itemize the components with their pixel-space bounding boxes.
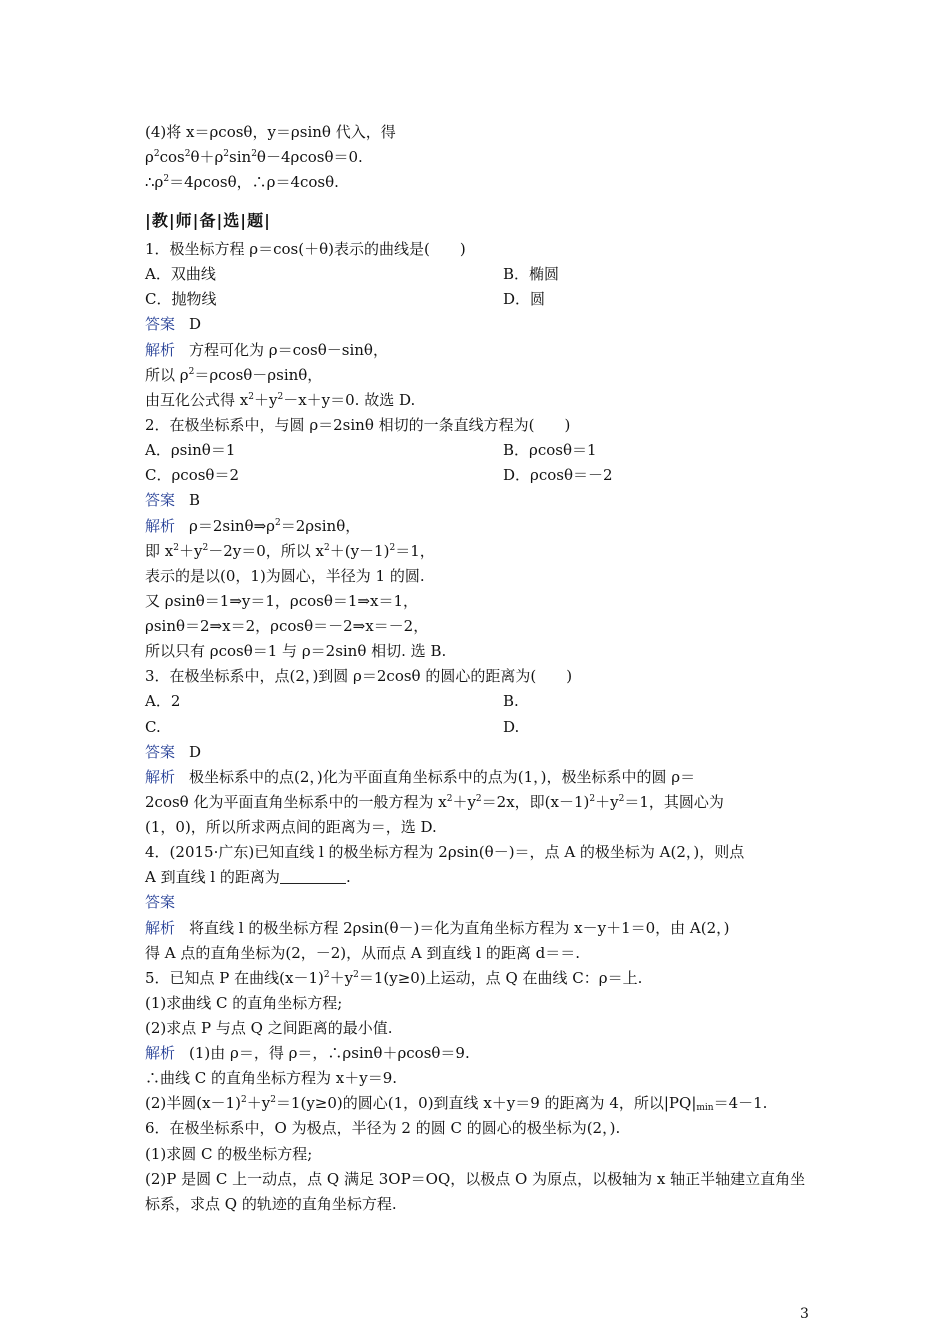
q5-part-2: (2)求点 P 与点 Q 之间距离的最小值. <box>145 1019 393 1037</box>
q2-option-c: C．ρcosθ＝2 <box>145 466 239 484</box>
q2-analysis-4: 又 ρsinθ＝1⇒y＝1，ρcosθ＝1⇒x＝1， <box>145 592 418 610</box>
q1-analysis-3: 由互化公式得 $x^2+y^2-x+y=0$. 故选 D. <box>145 391 416 409</box>
q2-analysis-6: 所以只有 ρcosθ＝1 与 ρ＝2sinθ 相切. 选 B. <box>145 642 447 660</box>
q4-analysis-2: 得 A 点的直角坐标为(2，－2)，从而点 A 到直线 l 的距离 d＝＝. <box>145 944 581 962</box>
analysis-label: 解析 <box>145 919 176 937</box>
q5-stem: 5．已知点 P 在曲线$(x-1)^2+y^2=1(y\ge 0)$上运动，点 Q 在曲线 C：ρ＝上. <box>145 969 643 987</box>
analysis-label: 解析 <box>145 341 176 359</box>
q6-part-1: (1)求圆 C 的极坐标方程; <box>145 1145 313 1163</box>
q3-analysis-3: (1，0)，所以所求两点间的距离为＝，选 D. <box>145 818 437 836</box>
answer-label: 答案 <box>145 743 176 761</box>
q1-option-d: D．圆 <box>503 290 546 308</box>
answer-label: 答案 <box>145 491 176 509</box>
intro-line-1: (4)将 x＝ρcosθ，y＝ρsinθ 代入，得 <box>145 123 396 141</box>
analysis-label: 解析 <box>145 1044 176 1062</box>
q6-part-2a: (2)P 是圆 C 上一动点，点 Q 满足 3OP＝OQ，以极点 O 为原点，以极轴为 x 轴正半轴建立直角坐 <box>145 1170 806 1188</box>
q3-option-d: D. <box>503 718 520 736</box>
q3-option-b: B. <box>503 692 519 710</box>
section-title: |教|师|备|选|题| <box>145 211 271 230</box>
analysis-label: 解析 <box>145 517 176 535</box>
q1-option-a: A．双曲线 <box>145 265 216 283</box>
q2-analysis-3: 表示的是以(0，1)为圆心，半径为 1 的圆. <box>145 567 425 585</box>
q1-analysis-2: 所以 $\rho^2=\rho\cos\theta-\rho\sin\theta$， <box>145 366 323 384</box>
q3-answer: 答案 D <box>145 743 202 761</box>
q4-stem-1: 4．(2015·广东)已知直线 l 的极坐标方程为 2ρsin(θ－)＝，点 A 的极坐标为 A(2，)，则点 <box>145 843 745 861</box>
answer-label: 答案 <box>145 315 176 333</box>
intro-line-2: $\rho^2\cos^2\theta+\rho^2\sin^2\theta-4\rho\cos\theta=0$. <box>145 148 363 166</box>
analysis-label: 解析 <box>145 768 176 786</box>
q3-option-a: A．2 <box>145 692 181 710</box>
q3-option-c: C. <box>145 718 161 736</box>
q1-option-b: B．椭圆 <box>503 265 560 283</box>
intro-line-3: $\therefore\rho^2=4\rho\cos\theta$，∴ρ＝4cosθ. <box>145 173 339 191</box>
q4-stem-2: A 到直线 l 的距离为 . <box>145 868 351 886</box>
q6-part-2b: 标系，求点 Q 的轨迹的直角坐标方程. <box>145 1195 397 1213</box>
q5-analysis-1: 解析 (1)由 ρ＝，得 ρ＝，∴ρsinθ＋ρcosθ＝9. <box>145 1044 470 1062</box>
q1-option-c: C．抛物线 <box>145 290 217 308</box>
q4-answer <box>145 892 189 912</box>
q2-answer: 答案 B <box>145 491 201 509</box>
q1-stem: 1．极坐标方程 ρ＝cos(＋θ)表示的曲线是( ) <box>145 240 466 258</box>
q2-analysis-2: 即 $x^2+y^2-2y=0$，所以 $x^2+(y-1)^2=1$， <box>145 542 435 560</box>
q2-option-d: D．ρcosθ＝－2 <box>503 466 613 484</box>
q2-option-b: B．ρcosθ＝1 <box>503 441 597 459</box>
q3-analysis-1: 解析 极坐标系中的点(2，)化为平面直角坐标系中的点为(1，)，极坐标系中的圆 ρ＝ <box>145 768 696 786</box>
q2-analysis-5: ρsinθ＝2⇒x＝2，ρcosθ＝－2⇒x＝－2， <box>145 617 429 635</box>
q2-option-a: A．ρsinθ＝1 <box>145 441 236 459</box>
answer-label: 答案 <box>145 893 176 911</box>
q2-stem: 2．在极坐标系中，与圆 ρ＝2sinθ 相切的一条直线方程为( ) <box>145 416 571 434</box>
q1-answer: 答案 D <box>145 315 202 333</box>
q4-analysis-1: 解析 将直线 l 的极坐标方程 2ρsin(θ－)＝化为直角坐标方程为 x－y＋1＝0，由 A(2，) <box>145 919 730 937</box>
q3-analysis-2: 2cosθ 化为平面直角坐标系中的一般方程为 $x^2+y^2=2x$，即$(x-1)^2+y^2=1$，其圆心为 <box>145 793 724 811</box>
answer-blank <box>280 869 346 884</box>
q2-analysis-1: 解析 $\rho=2\sin\theta\Rightarrow\rho^2=2\rho\sin\theta$， <box>145 517 361 535</box>
q5-analysis-2: ∴曲线 C 的直角坐标方程为 x＋y＝9. <box>145 1069 398 1087</box>
q6-stem: 6．在极坐标系中，O 为极点，半径为 2 的圆 C 的圆心的极坐标为(2，). <box>145 1119 621 1137</box>
page-number: 3 <box>800 1306 809 1322</box>
q3-stem: 3．在极坐标系中，点(2，)到圆 ρ＝2cosθ 的圆心的距离为( ) <box>145 667 573 685</box>
q5-part-1: (1)求曲线 C 的直角坐标方程; <box>145 994 343 1012</box>
q1-analysis-1: 解析 方程可化为 ρ＝cosθ－sinθ， <box>145 341 388 359</box>
q5-analysis-3: (2)半圆$(x-1)^2+y^2=1(y\ge 0)$的圆心(1，0)到直线 x＋y＝9 的距离为 4，所以$|PQ|_{min}=4-1$. <box>145 1094 768 1113</box>
